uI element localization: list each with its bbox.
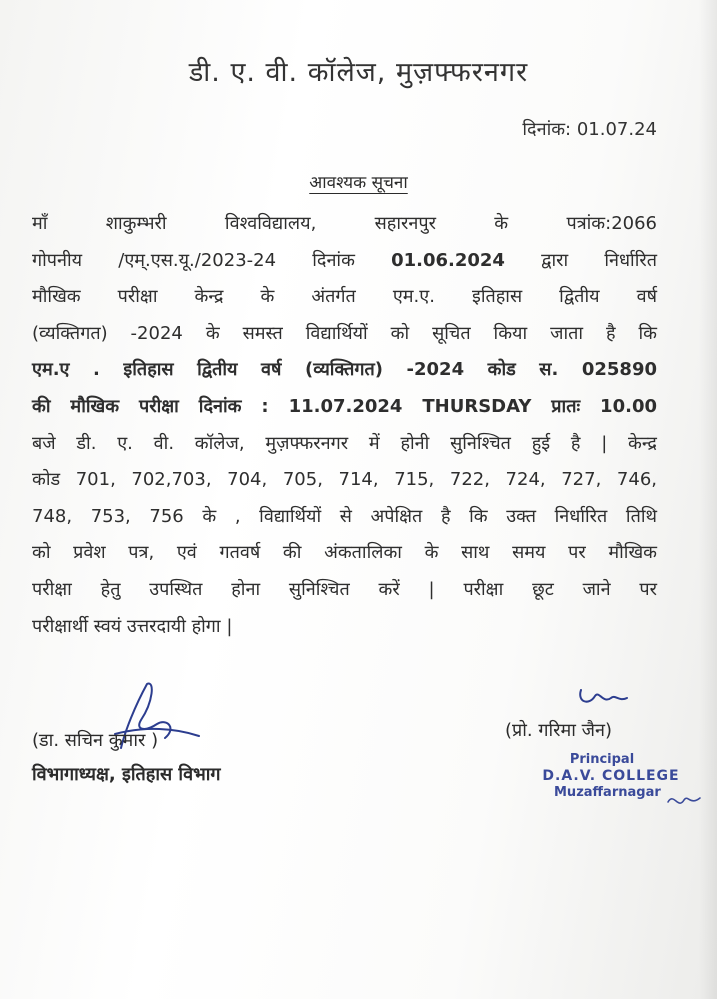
body-line-2-part-a: गोपनीय /एम्.एस.यू./2023-24 दिनांक: [32, 249, 392, 271]
hod-designation: विभागाध्यक्ष, इतिहास विभाग: [32, 764, 221, 785]
notice-date: दिनांक: 01.07.24: [522, 119, 657, 140]
body-line-7: बजे डी. ए. वी. कॉलेज, मुज़फ्फरनगर में होनी सुनिश्चित हुई है | केन्द्र: [32, 432, 657, 454]
notice-title-text: आवश्यक सूचना: [309, 173, 408, 193]
body-line-5: एम.ए . इतिहास द्वितीय वर्ष (व्यक्तिगत) -2024 कोड स. 025890: [32, 359, 657, 381]
principal-name: (प्रो. गरिमा जैन): [505, 720, 613, 741]
hod-signatory: [32, 724, 221, 792]
body-line-11: परीक्षा हेतु उपस्थित होना सुनिश्चित करें | परीक्षा छूट जाने पर: [32, 578, 657, 600]
stamp-line-college: D.A.V. COLLEGE: [542, 768, 680, 784]
body-line-12: परीक्षार्थी स्वयं उत्तरदायी होगा |: [32, 615, 233, 637]
body-line-4: (व्यक्तिगत) -2024 के समस्त विद्यार्थियों को सूचित किया जाता है कि: [32, 322, 657, 344]
notice-body: [32, 206, 657, 645]
stamp-line-city: Muzaffarnagar: [554, 785, 661, 800]
body-line-6: की मौखिक परीक्षा दिनांक : 11.07.2024 THURSDAY प्रातः 10.00: [32, 395, 657, 417]
college-heading: डी. ए. वी. कॉलेज, मुज़फ्फरनगर: [188, 57, 529, 88]
stamp-initial-mark: [664, 788, 704, 812]
body-line-8: कोड 701, 702,703, 704, 705, 714, 715, 722, 724, 727, 746,: [32, 469, 657, 491]
body-line-3: मौखिक परीक्षा केन्द्र के अंतर्गत एम.ए. इतिहास द्वितीय वर्ष: [32, 286, 657, 308]
principal-signature: [575, 684, 635, 714]
body-line-2-part-c: द्वारा निर्धारित: [504, 249, 657, 271]
body-line-10: को प्रवेश पत्र, एवं गतवर्ष की अंकतालिका के साथ समय पर मौखिक: [32, 542, 657, 564]
body-line-2: [32, 243, 657, 280]
page-edge-shadow: [699, 0, 717, 999]
hod-name: (डा. सचिन कुमार ): [32, 730, 159, 751]
notice-title: [0, 170, 717, 193]
stamp-line-principal: Principal: [569, 752, 635, 767]
circular-date: 01.06.2024: [391, 249, 505, 271]
body-line-1: माँ शाकुम्भरी विश्वविद्यालय, सहारनपुर के पत्रांक:2066: [32, 213, 657, 234]
body-line-9: 748, 753, 756 के , विद्यार्थियों से अपेक्षित है कि उक्त निर्धारित तिथि: [32, 505, 657, 527]
